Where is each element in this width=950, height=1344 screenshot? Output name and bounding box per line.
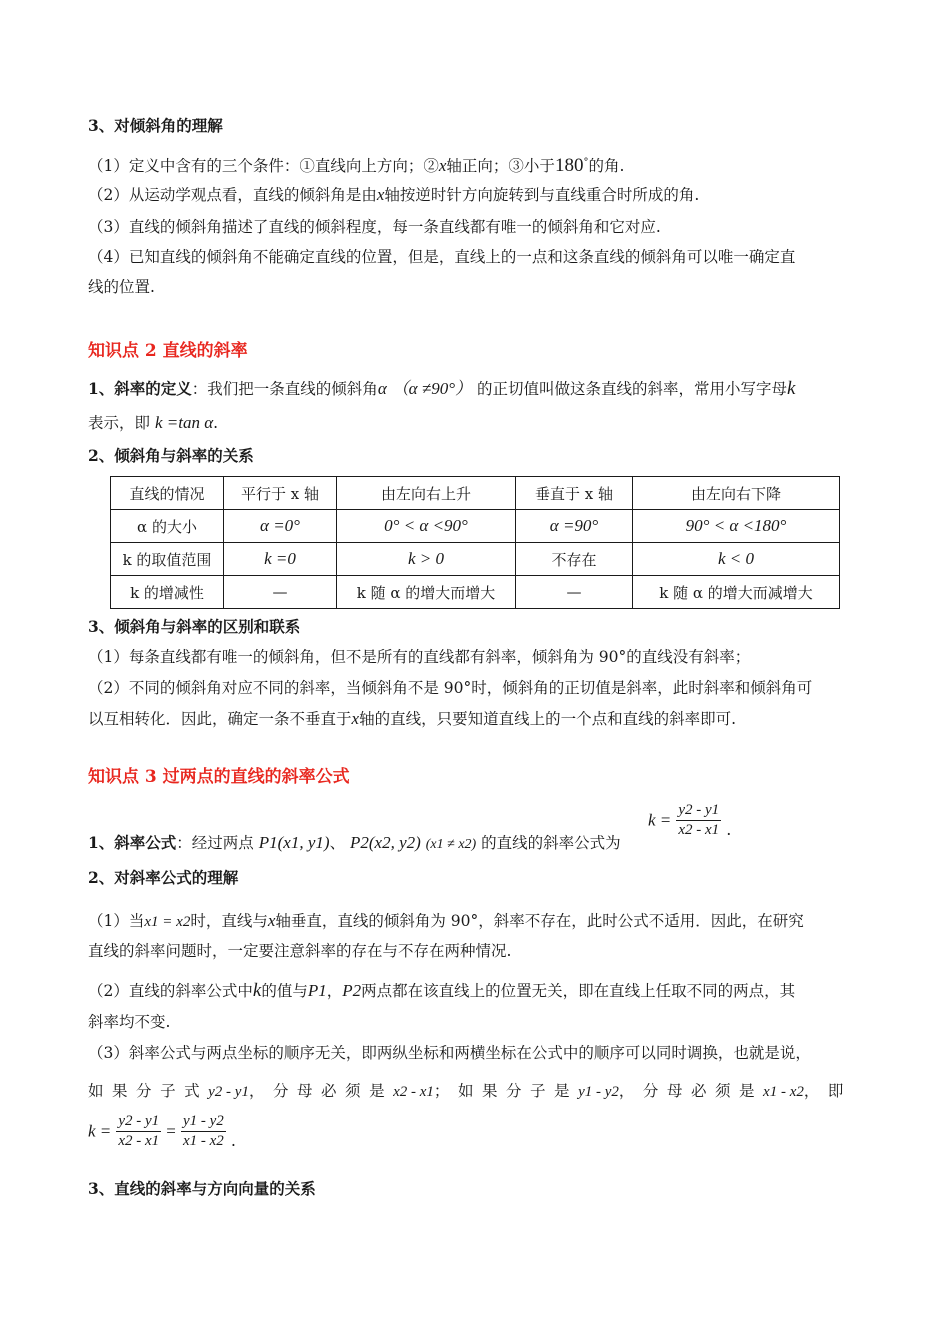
section-heading: 3、倾斜角与斜率的区别和联系 xyxy=(88,617,301,636)
slope-formula: k = $\frac{y2 - y1}{x2 - x1}$ . xyxy=(648,802,732,839)
paragraph: 1、斜率公式：经过两点 P1(x1, y1)、 P2(x2, y2) (x1 ≠ x2) 的直线的斜率公式为 xyxy=(88,833,621,852)
section-heading: 2、倾斜角与斜率的关系 xyxy=(88,446,254,465)
paragraph: 斜率均不变. xyxy=(88,1013,171,1031)
paragraph: （1）每条直线都有唯一的倾斜角，但不是所有的直线都有斜率，倾斜角为 90°的直线没有斜率； xyxy=(88,648,751,666)
section-heading: 2、对斜率公式的理解 xyxy=(88,868,239,887)
knowledge-point-title: 知识点 3 过两点的直线的斜率公式 xyxy=(88,767,350,787)
slope-formula-symmetric: k = $\frac{y2 - y1}{x2 - x1}$ = $\frac{y1 - y2}{x1 - x2}$ . xyxy=(88,1113,236,1150)
paragraph: （2）直线的斜率公式中k的值与P1，P2两点都在该直线上的位置无关，即在直线上任取不同的两点，其 xyxy=(88,980,796,1001)
paragraph: 表示，即 k =tan α. xyxy=(88,413,219,432)
table-row: k 的增减性 — k 随 α 的增大而增大 — k 随 α 的增大而减增大 xyxy=(111,576,840,609)
paragraph: 如果分子式y2 - y1，分母必须是x2 - x1；如果分子是y1 - y2，分母必须是x1 - x2，即 xyxy=(88,1082,852,1100)
paragraph: （2）不同的倾斜角对应不同的斜率，当倾斜角不是 90°时，倾斜角的正切值是斜率，此时斜率和倾斜角可 xyxy=(88,679,813,697)
paragraph: 线的位置. xyxy=(88,278,155,296)
paragraph: 1、斜率的定义：我们把一条直线的倾斜角α （α ≠90°） 的正切值叫做这条直线的斜率，常用小写字母k xyxy=(88,378,796,399)
table-row: 直线的情况 平行于 x 轴 由左向右上升 垂直于 x 轴 由左向右下降 xyxy=(111,477,840,510)
table-row: k 的取值范围 k =0 k > 0 不存在 k < 0 xyxy=(111,543,840,576)
paragraph: （3）斜率公式与两点坐标的顺序无关，即两纵坐标和两横坐标在公式中的顺序可以同时调换，也就是说， xyxy=(88,1044,811,1062)
paragraph: 直线的斜率问题时，一定要注意斜率的存在与不存在两种情况. xyxy=(88,942,512,960)
paragraph: （3）直线的倾斜角描述了直线的倾斜程度，每一条直线都有唯一的倾斜角和它对应. xyxy=(88,218,661,236)
paragraph: 以互相转化．因此，确定一条不垂直于x轴的直线，只要知道直线上的一个点和直线的斜率即可. xyxy=(88,709,736,728)
section-heading: 3、对倾斜角的理解 xyxy=(88,116,223,135)
knowledge-point-title: 知识点 2 直线的斜率 xyxy=(88,341,248,361)
section-heading: 3、直线的斜率与方向向量的关系 xyxy=(88,1179,316,1198)
angle-slope-table xyxy=(110,476,840,609)
paragraph: （4）已知直线的倾斜角不能确定直线的位置，但是，直线上的一点和这条直线的倾斜角可以唯一确定直 xyxy=(88,248,796,266)
table-row: α 的大小 α =0° 0° < α <90° α =90° 90° < α <180° xyxy=(111,510,840,543)
paragraph: （1）当x1 = x2时，直线与x轴垂直，直线的倾斜角为 90°，斜率不存在，此时公式不适用．因此，在研究 xyxy=(88,911,804,930)
paragraph: （2）从运动学观点看，直线的倾斜角是由x轴按逆时针方向旋转到与直线重合时所成的角. xyxy=(88,185,700,204)
paragraph: （1）定义中含有的三个条件：①直线向上方向；②x轴正向；③小于180°的角. xyxy=(88,155,625,177)
